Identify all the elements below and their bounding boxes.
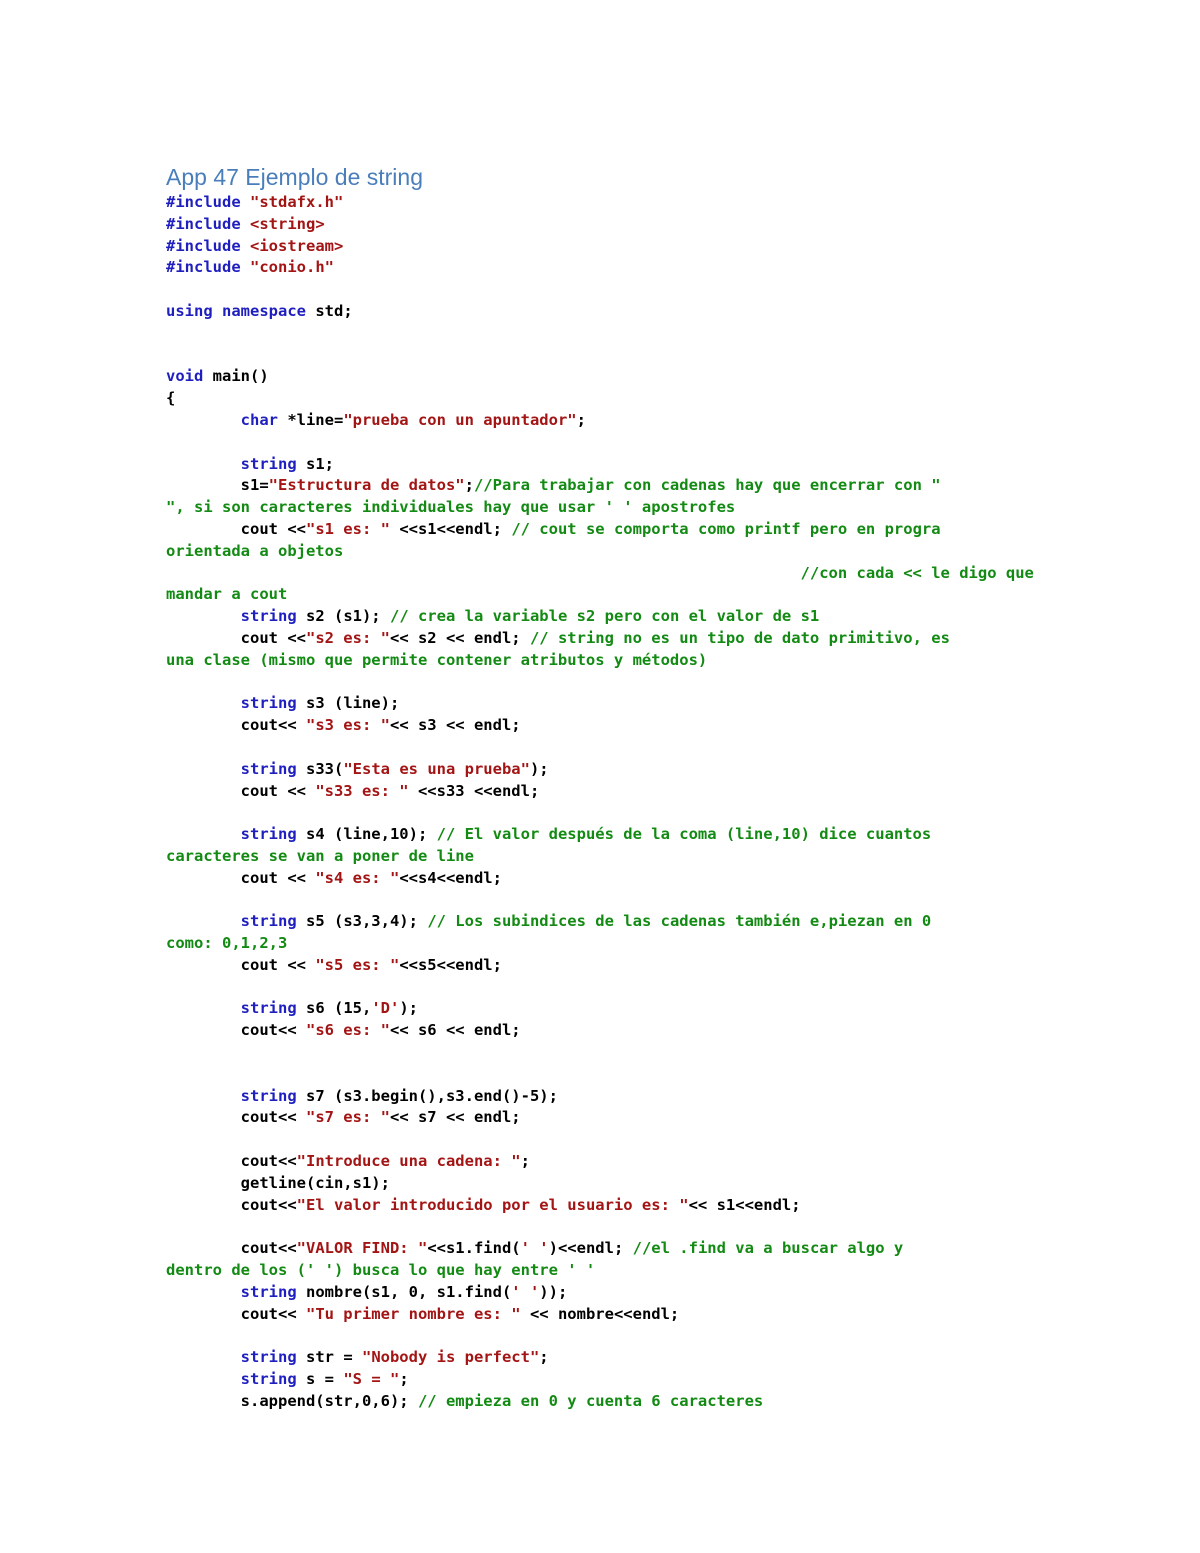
code-line bbox=[166, 628, 1046, 650]
keyword-token: namespace bbox=[222, 301, 307, 320]
code-line bbox=[166, 584, 1046, 606]
code-line bbox=[166, 519, 1046, 541]
code-line bbox=[166, 1282, 1046, 1304]
code-line bbox=[166, 715, 1046, 737]
code-token bbox=[166, 999, 241, 1017]
code-token: )); bbox=[539, 1282, 568, 1301]
code-token: s.append(str,0,6); bbox=[166, 1391, 418, 1410]
code-line bbox=[166, 1325, 1046, 1347]
code-line bbox=[166, 410, 1046, 432]
code-line bbox=[166, 236, 1046, 258]
code-line bbox=[166, 279, 1046, 301]
code-line bbox=[166, 890, 1046, 912]
code-line bbox=[166, 323, 1046, 345]
code-line bbox=[166, 998, 1046, 1020]
code-token: s7 (s3.begin(),s3.end()-5); bbox=[296, 1086, 558, 1105]
string-literal-token: "Estructura de datos" bbox=[268, 476, 465, 495]
string-literal-token: "Tu primer nombre es: " bbox=[305, 1304, 521, 1323]
comment-token: una clase (mismo que permite contener atributos y métodos) bbox=[166, 650, 708, 669]
string-literal-token: "El valor introducido por el usuario es: " bbox=[296, 1195, 689, 1214]
comment-token: // empieza en 0 y cuenta 6 caracteres bbox=[417, 1391, 764, 1410]
keyword-token: string bbox=[240, 759, 297, 778]
code-token: << s3 << endl; bbox=[389, 716, 521, 735]
code-line bbox=[166, 1238, 1046, 1260]
code-token bbox=[166, 455, 241, 473]
string-literal-token: "s4 es: " bbox=[315, 868, 400, 887]
comment-token: // crea la variable s2 pero con el valor de s1 bbox=[389, 607, 820, 626]
code-token: s2 (s1); bbox=[296, 607, 390, 626]
code-line bbox=[166, 1020, 1046, 1042]
code-token: <<s1<<endl; bbox=[389, 519, 512, 538]
code-line bbox=[166, 1064, 1046, 1086]
code-line bbox=[166, 475, 1046, 497]
code-token: cout<< bbox=[166, 1239, 297, 1258]
string-literal-token: "Esta es una prueba" bbox=[343, 759, 530, 778]
comment-token: //con cada << le digo que bbox=[166, 563, 1034, 582]
code-line bbox=[166, 977, 1046, 999]
code-token bbox=[166, 825, 241, 843]
comment-token: como: 0,1,2,3 bbox=[166, 934, 288, 953]
code-line bbox=[166, 1304, 1046, 1326]
string-literal-token: "s2 es: " bbox=[305, 628, 390, 647]
code-token: nombre(s1, 0, s1.find( bbox=[296, 1282, 512, 1301]
code-token: << s7 << endl; bbox=[389, 1108, 521, 1127]
code-line bbox=[166, 345, 1046, 367]
code-token bbox=[166, 1087, 241, 1105]
document-title: App 47 Ejemplo de string bbox=[166, 164, 423, 190]
code-token bbox=[213, 302, 222, 320]
keyword-token: char bbox=[240, 410, 278, 429]
code-line bbox=[166, 824, 1046, 846]
code-token: << s1<<endl; bbox=[688, 1195, 801, 1214]
code-token: s = bbox=[296, 1370, 344, 1389]
string-literal-token: <string> bbox=[250, 214, 325, 233]
code-token: main() bbox=[203, 367, 269, 386]
code-line bbox=[166, 1107, 1046, 1129]
code-line bbox=[166, 693, 1046, 715]
code-line bbox=[166, 1216, 1046, 1238]
code-token: cout << bbox=[166, 628, 306, 647]
comment-token: //Para trabajar con cadenas hay que encerrar con " bbox=[473, 476, 941, 495]
keyword-token: string bbox=[240, 1370, 297, 1389]
code-token: getline(cin,s1); bbox=[166, 1173, 390, 1192]
code-token: std; bbox=[306, 301, 353, 320]
code-token: <<s4<<endl; bbox=[399, 868, 502, 887]
code-token: << nombre<<endl; bbox=[520, 1304, 680, 1323]
code-token: *line= bbox=[277, 410, 344, 429]
code-token: cout<< bbox=[166, 1304, 306, 1323]
code-line bbox=[166, 432, 1046, 454]
code-token: ; bbox=[539, 1348, 549, 1367]
code-token bbox=[166, 694, 241, 712]
code-line bbox=[166, 366, 1046, 388]
code-token: ); bbox=[529, 759, 549, 778]
code-token bbox=[166, 1348, 241, 1366]
string-literal-token: "VALOR FIND: " bbox=[296, 1239, 428, 1258]
string-literal-token: "Nobody is perfect" bbox=[361, 1348, 540, 1367]
string-literal-token: "s3 es: " bbox=[305, 716, 390, 735]
comment-token: mandar a cout bbox=[166, 585, 288, 604]
code-token: ; bbox=[520, 1152, 530, 1171]
code-token: << s2 << endl; bbox=[389, 628, 530, 647]
string-literal-token: "prueba con un apuntador" bbox=[343, 410, 577, 429]
keyword-token: string bbox=[240, 607, 297, 626]
code-line bbox=[166, 846, 1046, 868]
code-line bbox=[166, 1042, 1046, 1064]
string-literal-token: "s1 es: " bbox=[305, 519, 390, 538]
string-literal-token: "Introduce una cadena: " bbox=[296, 1152, 521, 1171]
code-line bbox=[166, 1347, 1046, 1369]
code-token: <<s5<<endl; bbox=[399, 955, 502, 974]
code-token: cout << bbox=[166, 955, 316, 974]
comment-token: ", si son caracteres individuales hay que usar ' ' apostrofes bbox=[166, 498, 736, 517]
code-token: str = bbox=[296, 1348, 362, 1367]
code-token: ; bbox=[399, 1370, 409, 1389]
code-token bbox=[166, 411, 241, 429]
code-line bbox=[166, 301, 1046, 323]
keyword-token: string bbox=[240, 454, 297, 473]
code-line bbox=[166, 955, 1046, 977]
code-token: cout<< bbox=[166, 1195, 297, 1214]
keyword-token: using bbox=[166, 301, 213, 320]
code-line bbox=[166, 388, 1046, 410]
preprocessor-token: #include bbox=[166, 236, 250, 255]
code-token bbox=[166, 607, 241, 625]
comment-token: //el .find va a buscar algo y bbox=[632, 1239, 904, 1258]
string-literal-token: "s5 es: " bbox=[315, 955, 400, 974]
comment-token: caracteres se van a poner de line bbox=[166, 846, 474, 865]
code-token: cout << bbox=[166, 868, 316, 887]
code-line bbox=[166, 737, 1046, 759]
code-line bbox=[166, 192, 1046, 214]
code-token: cout<< bbox=[166, 716, 306, 735]
code-token bbox=[166, 912, 241, 930]
code-line bbox=[166, 911, 1046, 933]
code-line bbox=[166, 1391, 1046, 1413]
code-token: s1; bbox=[296, 454, 334, 473]
code-token: s3 (line); bbox=[296, 694, 400, 713]
code-token: << s6 << endl; bbox=[389, 1021, 521, 1040]
code-token: { bbox=[166, 389, 176, 408]
string-literal-token: "S = " bbox=[343, 1370, 400, 1389]
keyword-token: string bbox=[240, 912, 297, 931]
code-token bbox=[166, 1283, 241, 1301]
code-token: cout<< bbox=[166, 1108, 306, 1127]
keyword-token: string bbox=[240, 825, 297, 844]
comment-token: // string no es un tipo de dato primitivo, es bbox=[529, 628, 950, 647]
keyword-token: string bbox=[240, 1086, 297, 1105]
string-literal-token: 'D' bbox=[371, 999, 400, 1018]
comment-token: // cout se comporta como printf pero en progra bbox=[511, 519, 941, 538]
code-token: s4 (line,10); bbox=[296, 825, 437, 844]
code-token: cout << bbox=[166, 781, 316, 800]
code-block bbox=[166, 192, 1046, 1413]
keyword-token: string bbox=[240, 1348, 297, 1367]
code-line bbox=[166, 650, 1046, 672]
keyword-token: string bbox=[240, 1282, 297, 1301]
comment-token: // Los subindices de las cadenas también e,piezan en 0 bbox=[427, 912, 932, 931]
keyword-token: string bbox=[240, 999, 297, 1018]
comment-token: // El valor después de la coma (line,10) dice cuantos bbox=[436, 825, 932, 844]
code-token bbox=[166, 760, 241, 778]
code-line bbox=[166, 1260, 1046, 1282]
code-line bbox=[166, 541, 1046, 563]
code-token: cout<< bbox=[166, 1152, 297, 1171]
code-line bbox=[166, 214, 1046, 236]
comment-token: dentro de los (' ') busca lo que hay entre ' ' bbox=[166, 1261, 596, 1280]
code-token: s33( bbox=[296, 759, 344, 778]
comment-token: orientada a objetos bbox=[166, 541, 344, 560]
code-line bbox=[166, 454, 1046, 476]
string-literal-token: "s7 es: " bbox=[305, 1108, 390, 1127]
keyword-token: void bbox=[166, 367, 204, 386]
code-line bbox=[166, 1151, 1046, 1173]
code-token: cout << bbox=[166, 519, 306, 538]
code-line bbox=[166, 606, 1046, 628]
code-line bbox=[166, 672, 1046, 694]
code-token: <<s1.find( bbox=[427, 1239, 521, 1258]
code-token: s1= bbox=[166, 476, 269, 495]
code-line bbox=[166, 868, 1046, 890]
string-literal-token: "s6 es: " bbox=[305, 1021, 390, 1040]
code-token: ); bbox=[399, 999, 418, 1018]
string-literal-token: "s33 es: " bbox=[315, 781, 409, 800]
code-token: s5 (s3,3,4); bbox=[296, 912, 428, 931]
string-literal-token: "stdafx.h" bbox=[250, 193, 344, 211]
keyword-token: string bbox=[240, 694, 297, 713]
preprocessor-token: #include bbox=[166, 214, 250, 233]
code-token: ; bbox=[464, 476, 474, 495]
code-line bbox=[166, 1173, 1046, 1195]
code-line bbox=[166, 1086, 1046, 1108]
code-line bbox=[166, 497, 1046, 519]
code-token bbox=[166, 1370, 241, 1388]
string-literal-token: <iostream> bbox=[250, 236, 344, 255]
string-literal-token: "conio.h" bbox=[250, 258, 334, 277]
code-line bbox=[166, 781, 1046, 803]
code-token: cout<< bbox=[166, 1021, 306, 1040]
string-literal-token: ' ' bbox=[511, 1282, 540, 1301]
code-line bbox=[166, 1195, 1046, 1217]
code-line bbox=[166, 933, 1046, 955]
code-line bbox=[166, 563, 1046, 585]
code-token: s6 (15, bbox=[296, 999, 372, 1018]
code-line bbox=[166, 1369, 1046, 1391]
code-line bbox=[166, 759, 1046, 781]
preprocessor-token: #include bbox=[166, 258, 250, 277]
code-token: <<s33 <<endl; bbox=[408, 781, 540, 800]
string-literal-token: ' ' bbox=[520, 1239, 549, 1258]
code-line bbox=[166, 802, 1046, 824]
code-line bbox=[166, 1129, 1046, 1151]
code-token: )<<endl; bbox=[548, 1239, 633, 1258]
code-token: ; bbox=[576, 410, 586, 429]
preprocessor-token: #include bbox=[166, 193, 250, 211]
code-line bbox=[166, 257, 1046, 279]
